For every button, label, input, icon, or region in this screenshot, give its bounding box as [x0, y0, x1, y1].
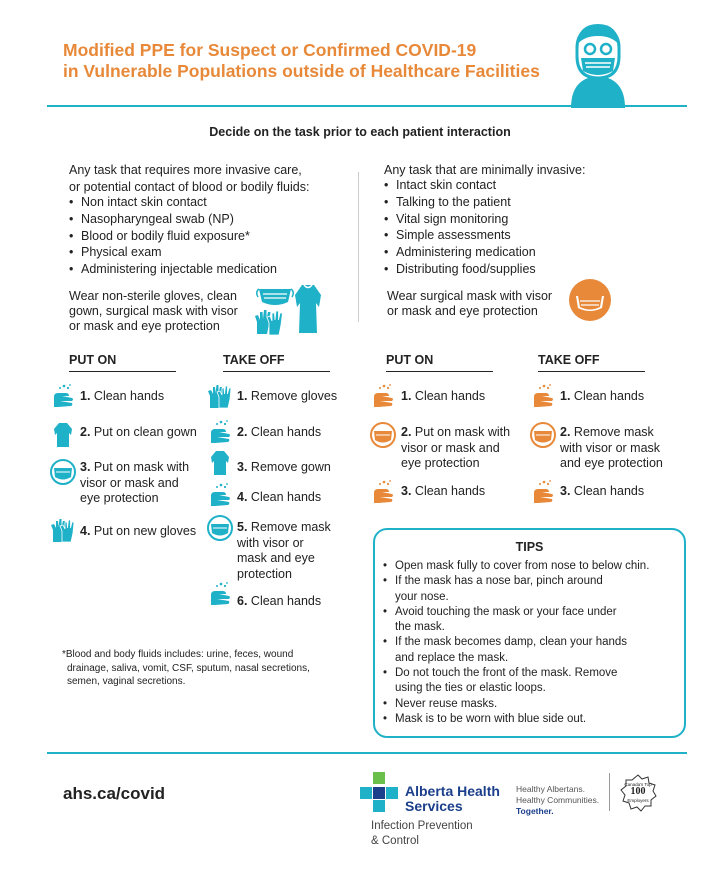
org-name: Alberta Health Services [405, 783, 500, 814]
take-off-heading: TAKE OFF [538, 353, 600, 367]
gloves-icon [253, 308, 287, 336]
gloves-icon [50, 517, 76, 548]
list-item: • If the mask becomes damp, clean your hands and replace the mask. [383, 635, 681, 666]
hand-wash-icon [207, 419, 233, 450]
list-item: • Distributing food/supplies [384, 261, 684, 278]
list-item: • Mask is to be worn with blue side out. [383, 712, 681, 727]
hand-wash-icon [207, 482, 233, 513]
list-item: • If the mask has a nose bar, pinch around your nose. [383, 574, 681, 605]
left-task-list [69, 194, 359, 278]
list-item: • Avoid touching the mask or your face under the mask. [383, 605, 681, 636]
mask-icon [50, 459, 76, 490]
step: 3. Put on mask with visor or mask and eye protection [80, 460, 190, 505]
list-item: • Do not touch the front of the mask. Remove using the ties or elastic loops. [383, 666, 681, 697]
step: 3. Clean hands [560, 484, 645, 498]
gloves-icon [207, 383, 233, 414]
tips-title: TIPS [515, 540, 544, 554]
step: 1. Clean hands [401, 389, 486, 403]
hand-wash-icon [50, 383, 76, 414]
divider [538, 371, 645, 372]
step: 2. Clean hands [237, 425, 322, 439]
subheading: Decide on the task prior to each patient interaction [209, 125, 511, 139]
list-item: • Administering injectable medication [69, 261, 359, 278]
step: 2. Put on mask with visor or mask and eye protection [401, 425, 511, 470]
step: 3. Clean hands [401, 484, 486, 498]
list-item: • Nasopharyngeal swab (NP) [69, 211, 359, 228]
put-on-heading: PUT ON [69, 353, 117, 367]
mask-icon [568, 278, 612, 322]
mask-icon [530, 422, 556, 453]
step: 3. Remove gown [237, 460, 331, 474]
left-wear-instructions: Wear non-sterile gloves, clean gown, surgical mask with visor or mask and eye protection [69, 289, 238, 333]
footer-divider [47, 752, 687, 754]
divider [386, 371, 493, 372]
left-intro: Any task that requires more invasive care, or potential contact of blood or bodily fluids: [69, 163, 310, 194]
step: 4. Put on new gloves [80, 524, 197, 538]
hand-wash-icon [207, 581, 233, 612]
footnote: *Blood and body fluids includes: urine, feces, wound drainage, saliva, vomit, CSF, sputum, nasal secretions, semen, vaginal secretions. [62, 649, 310, 687]
mask-icon [207, 515, 233, 546]
hand-wash-icon [530, 383, 556, 414]
step: 1. Clean hands [80, 389, 165, 403]
list-item: • Blood or bodily fluid exposure* [69, 228, 359, 245]
masked-person-icon [563, 16, 633, 108]
ahs-logo-icon [358, 772, 402, 816]
right-wear-instructions: Wear surgical mask with visor or mask and eye protection [387, 289, 553, 318]
list-item: • Physical exam [69, 244, 359, 261]
step: 5. Remove mask with visor or mask and eye protection [237, 520, 331, 581]
mask-icon [255, 283, 295, 307]
gown-icon [207, 450, 233, 481]
step: 2. Remove mask with visor or mask and eye protection [560, 425, 663, 470]
hand-wash-icon [370, 479, 396, 510]
step: 2. Put on clean gown [80, 425, 197, 439]
header-divider [47, 105, 687, 107]
divider [609, 773, 610, 811]
list-item: • Non intact skin contact [69, 194, 359, 211]
divider [223, 371, 330, 372]
top-employers-badge: Canada's Top 100 Employers [618, 773, 658, 813]
page-title: Modified PPE for Suspect or Confirmed COVID-19 in Vulnerable Populations outside of Healthcare Facilities [63, 40, 540, 81]
divider [69, 371, 176, 372]
list-item: • Administering medication [384, 244, 684, 261]
step: 4. Clean hands [237, 490, 322, 504]
tips-list [383, 559, 681, 727]
list-item: • Vital sign monitoring [384, 211, 684, 228]
website-link[interactable]: ahs.ca/covid [63, 784, 166, 803]
put-on-heading: PUT ON [386, 353, 434, 367]
list-item: • Simple assessments [384, 227, 684, 244]
hand-wash-icon [370, 383, 396, 414]
right-intro: Any task that are minimally invasive: [384, 163, 586, 177]
hand-wash-icon [530, 479, 556, 510]
take-off-heading: TAKE OFF [223, 353, 285, 367]
gown-icon [50, 422, 76, 453]
list-item: • Never reuse masks. [383, 697, 681, 712]
list-item: • Talking to the patient [384, 194, 684, 211]
mask-icon [370, 422, 396, 453]
step: 6. Clean hands [237, 594, 322, 608]
list-item: • Open mask fully to cover from nose to below chin. [383, 559, 681, 574]
column-divider [358, 172, 359, 322]
department-name: Infection Prevention & Control [371, 820, 473, 847]
right-task-list [384, 177, 684, 278]
gown-icon [292, 283, 324, 335]
tagline: Healthy Albertans. Healthy Communities. Together. [516, 784, 600, 816]
step: 1. Clean hands [560, 389, 645, 403]
step: 1. Remove gloves [237, 389, 338, 403]
list-item: • Intact skin contact [384, 177, 684, 194]
